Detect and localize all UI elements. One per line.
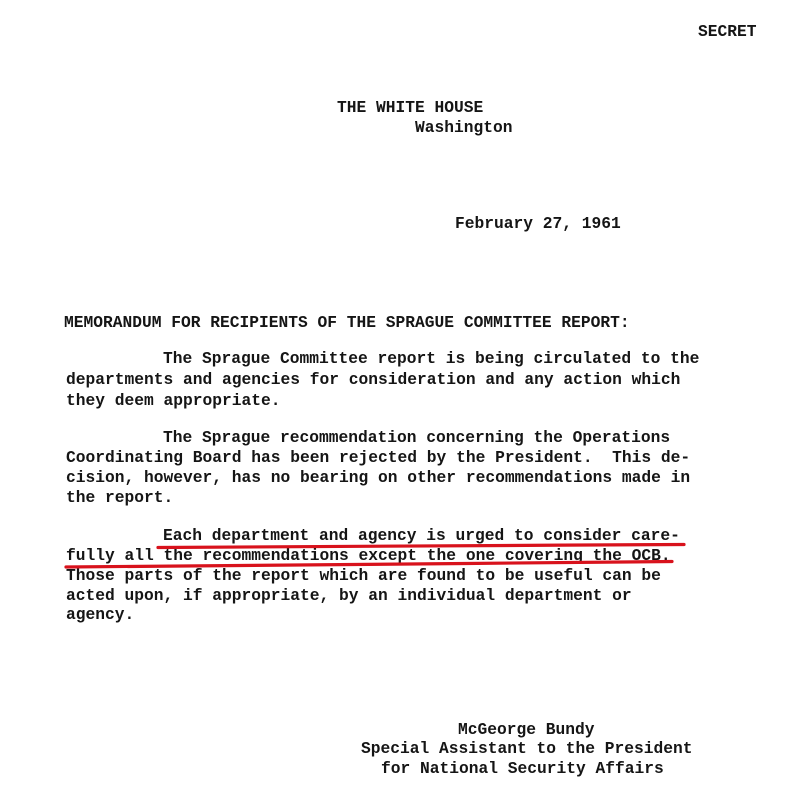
paragraph-1-line-3: they deem appropriate. (66, 391, 281, 410)
memo-heading: MEMORANDUM FOR RECIPIENTS OF THE SPRAGUE COMMITTEE REPORT: (64, 313, 630, 332)
paragraph-1-line-1: The Sprague Committee report is being circulated to the (163, 349, 700, 368)
letterhead-city: Washington (415, 118, 513, 137)
paragraph-2-line-3: cision, however, has no bearing on other recommendations made in (66, 468, 691, 487)
paragraph-3-line-4: acted upon, if appropriate, by an individual department or (66, 586, 632, 605)
signature-title-line-1: Special Assistant to the President (361, 739, 693, 758)
paragraph-3-line-3: Those parts of the report which are found to be useful can be (66, 566, 661, 585)
classification-marking: SECRET (698, 22, 757, 41)
signature-title-line-2: for National Security Affairs (381, 759, 664, 778)
paragraph-1-line-2: departments and agencies for consideration and any action which (66, 370, 681, 389)
paragraph-3-line-5: agency. (66, 605, 135, 624)
paragraph-2-line-2: Coordinating Board has been rejected by the President. This de- (66, 448, 691, 467)
signature-name: McGeorge Bundy (458, 720, 595, 739)
paragraph-2-line-1: The Sprague recommendation concerning the Operations (163, 428, 671, 447)
paragraph-3-line-2: fully all the recommendations except the one covering the OCB. (66, 546, 671, 565)
letterhead-title: THE WHITE HOUSE (337, 98, 484, 117)
paragraph-2-line-4: the report. (66, 488, 174, 507)
paragraph-3-line-1: Each department and agency is urged to consider care- (163, 526, 680, 545)
memo-date: February 27, 1961 (455, 214, 621, 233)
